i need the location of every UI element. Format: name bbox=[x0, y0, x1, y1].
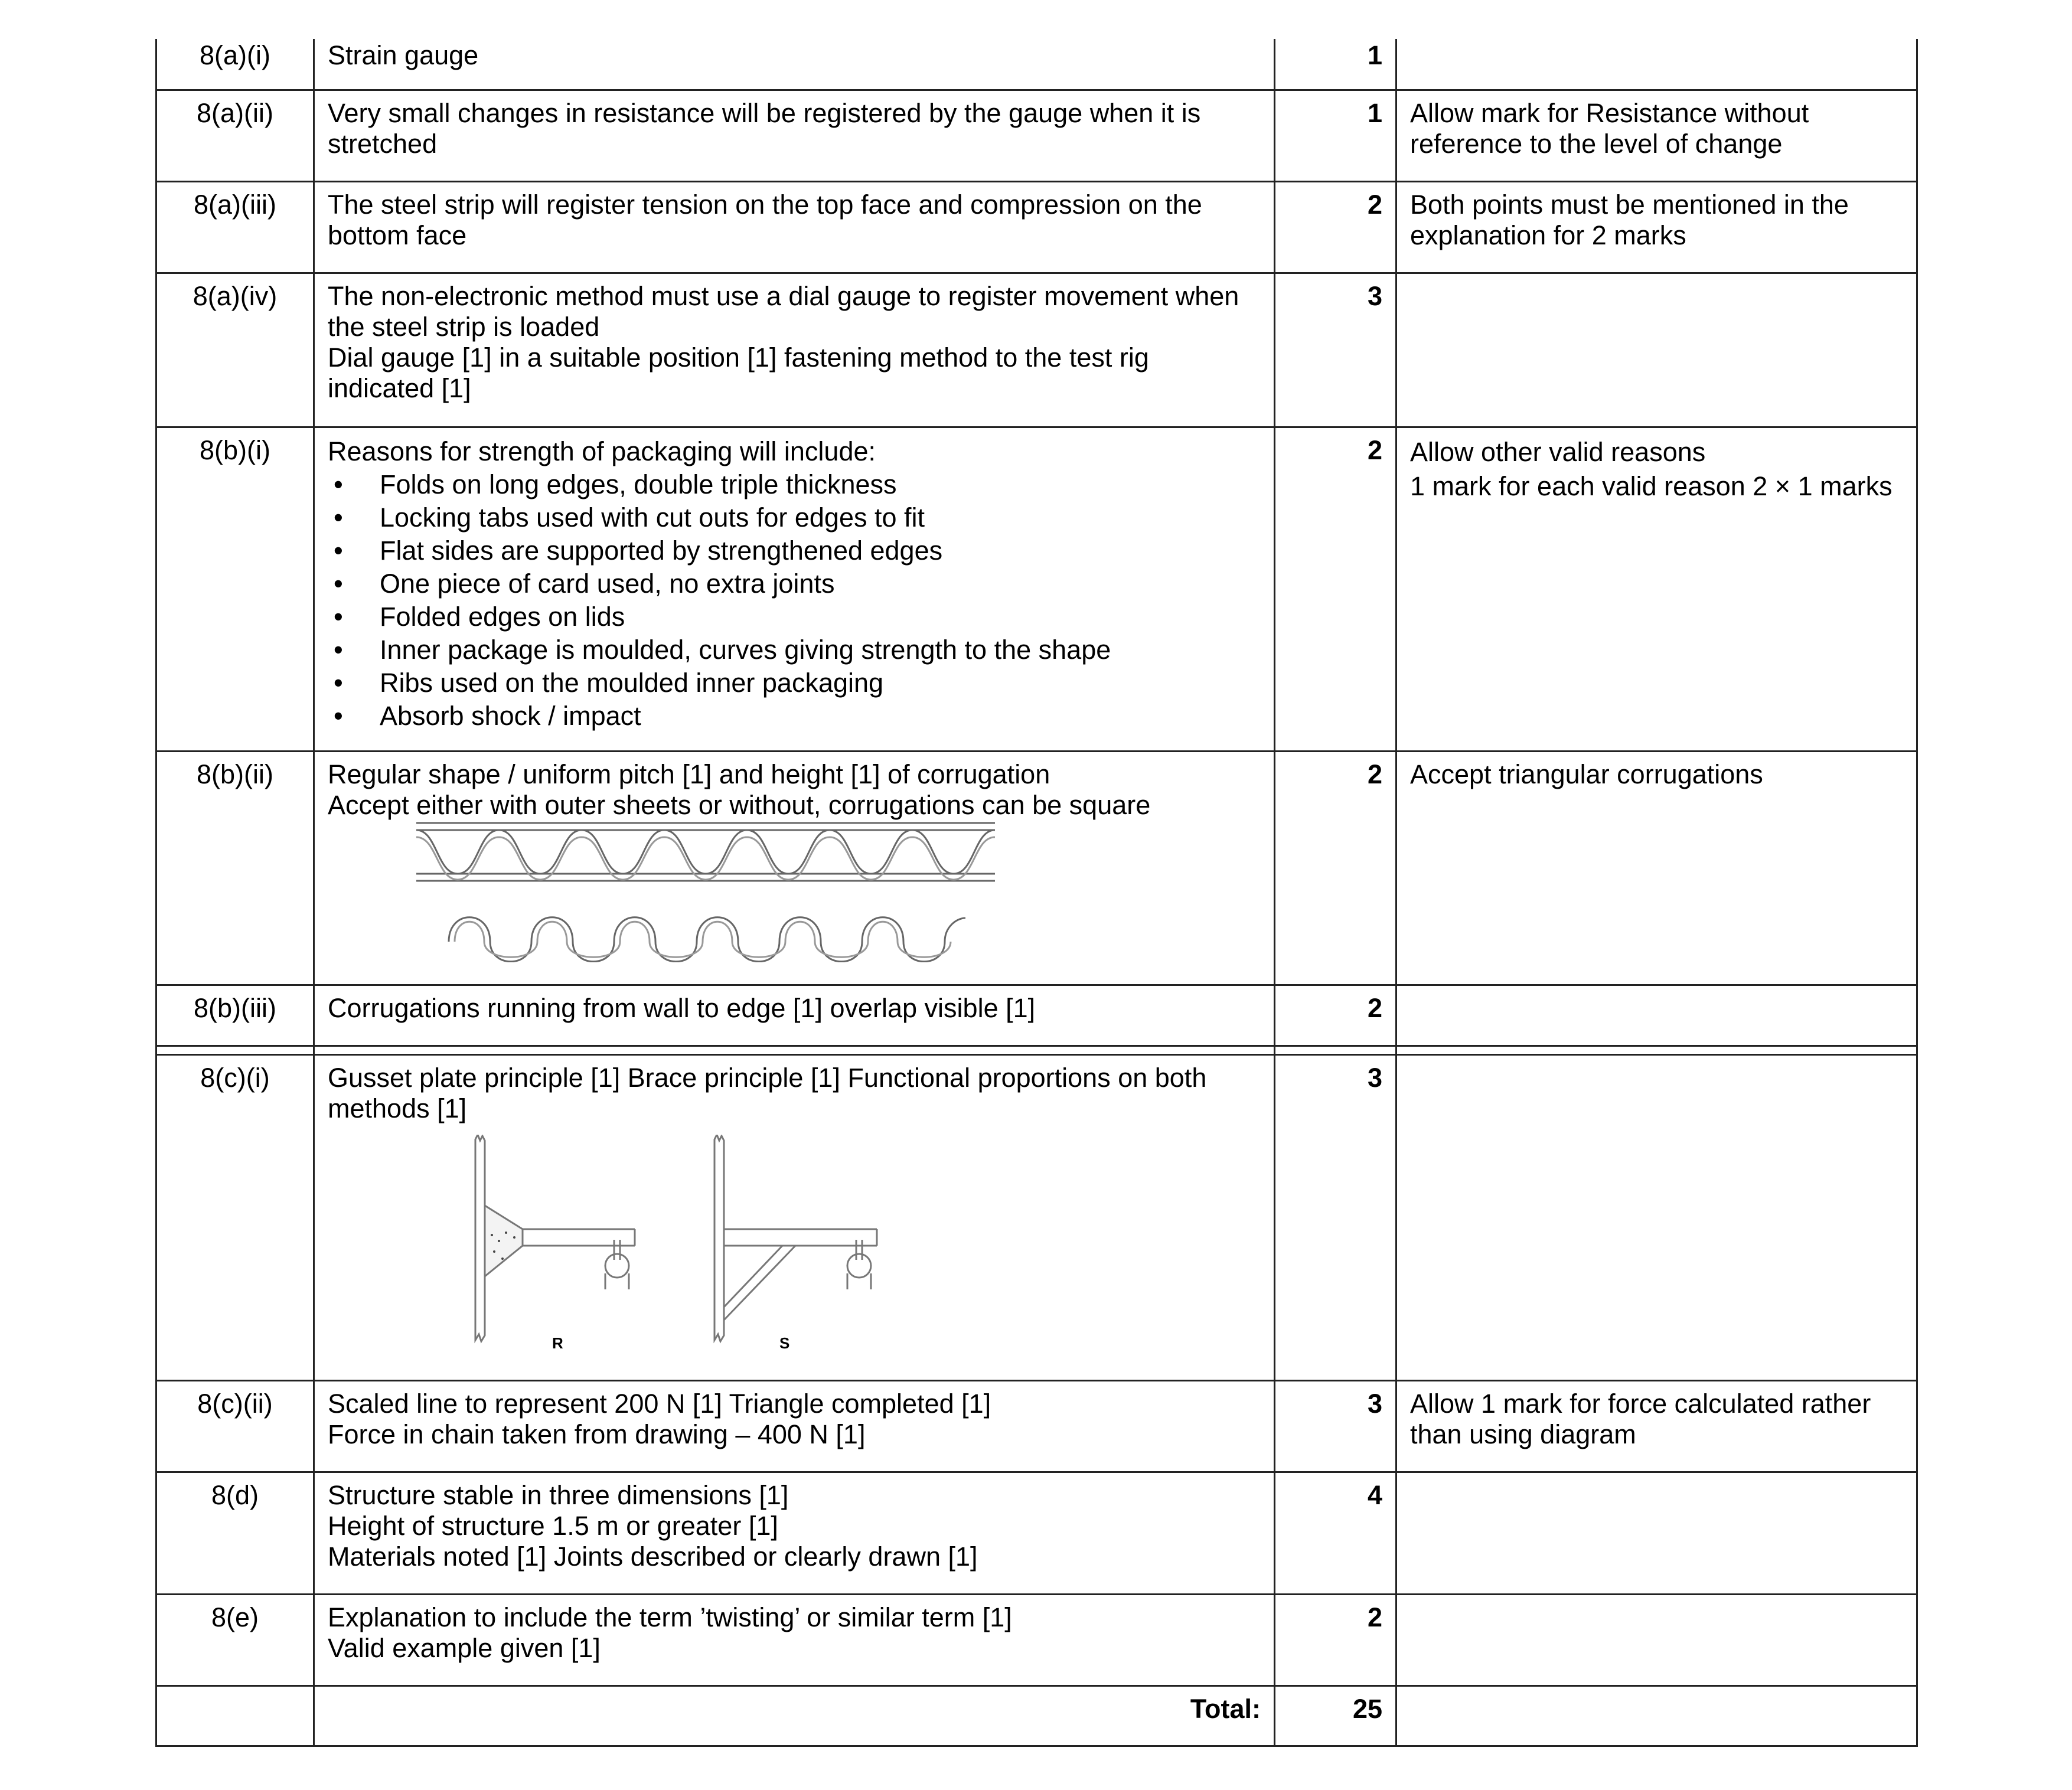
answer-cell bbox=[314, 751, 1275, 985]
answer-line: Structure stable in three dimensions [1] bbox=[328, 1479, 789, 1510]
answer-cell bbox=[314, 1380, 1275, 1472]
total-value-cell bbox=[1275, 1686, 1396, 1746]
guidance-line: Allow 1 mark for force calculated rather bbox=[1410, 1388, 1871, 1419]
marks-cell bbox=[1275, 273, 1396, 427]
answer-line: stretched bbox=[328, 128, 438, 159]
bullet-icon: • bbox=[334, 469, 343, 499]
question-number: 8(a)(ii) bbox=[197, 97, 273, 128]
marks-value: 3 bbox=[1367, 1062, 1382, 1093]
bullet-icon: • bbox=[334, 502, 343, 533]
question-cell bbox=[156, 985, 314, 1046]
bullet-text: Locking tabs used with cut outs for edges to fit bbox=[380, 502, 925, 533]
bracket-diagram bbox=[464, 1135, 995, 1359]
guidance-line: than using diagram bbox=[1410, 1419, 1636, 1449]
question-cell bbox=[156, 39, 314, 90]
guidance-cell bbox=[1396, 1380, 1917, 1472]
bullet-text: One piece of card used, no extra joints bbox=[380, 568, 835, 599]
guidance-line: explanation for 2 marks bbox=[1410, 220, 1686, 250]
bullet-icon: • bbox=[334, 700, 343, 731]
guidance-cell bbox=[1396, 181, 1917, 273]
question-number: 8(a)(iii) bbox=[194, 189, 276, 220]
answer-line: Accept either with outer sheets or without, corrugations can be square bbox=[328, 789, 1151, 820]
answer-line: The non-electronic method must use a dial gauge to register movement when bbox=[328, 280, 1239, 311]
question-cell bbox=[156, 1054, 314, 1380]
question-cell bbox=[156, 1472, 314, 1594]
guidance-cell bbox=[1396, 985, 1917, 1046]
marks-value: 3 bbox=[1367, 1388, 1382, 1419]
answer-cell bbox=[314, 1054, 1275, 1380]
corrugation-diagram bbox=[416, 821, 1007, 962]
answer-line: Gusset plate principle [1] Brace principle [1] Functional proportions on both bbox=[328, 1062, 1207, 1093]
answer-line: Valid example given [1] bbox=[328, 1632, 601, 1663]
answer-cell bbox=[314, 985, 1275, 1046]
answer-line: Corrugations running from wall to edge [1] overlap visible [1] bbox=[328, 992, 1036, 1023]
separator-cell bbox=[1396, 1046, 1917, 1054]
question-number: 8(a)(i) bbox=[200, 40, 270, 70]
question-number: 8(c)(i) bbox=[200, 1062, 270, 1093]
table-row bbox=[156, 90, 1917, 181]
answer-cell bbox=[314, 39, 1275, 90]
answer-cell bbox=[314, 181, 1275, 273]
marks-cell bbox=[1275, 1594, 1396, 1686]
marks-value: 3 bbox=[1367, 280, 1382, 311]
question-number: 8(b)(ii) bbox=[197, 759, 273, 789]
list-item bbox=[328, 567, 1261, 600]
figure-label-r: R bbox=[552, 1334, 563, 1352]
answer-line: the steel strip is loaded bbox=[328, 311, 600, 342]
bullet-icon: • bbox=[334, 634, 343, 665]
bullet-icon: • bbox=[334, 535, 343, 566]
answer-line: Strain gauge bbox=[328, 40, 479, 70]
answer-cell bbox=[314, 1594, 1275, 1686]
marks-cell bbox=[1275, 751, 1396, 985]
answer-line: The steel strip will register tension on the top face and compression on the bbox=[328, 189, 1202, 220]
question-number: 8(c)(ii) bbox=[197, 1388, 273, 1419]
list-item bbox=[328, 468, 1261, 501]
answer-cell bbox=[314, 427, 1275, 751]
answer-line: Very small changes in resistance will be registered by the gauge when it is bbox=[328, 97, 1201, 128]
question-number: 8(e) bbox=[211, 1602, 259, 1632]
guidance-cell bbox=[1396, 39, 1917, 90]
list-item bbox=[328, 700, 1261, 733]
guidance-cell bbox=[1396, 1472, 1917, 1594]
table-row bbox=[156, 39, 1917, 90]
marks-cell bbox=[1275, 985, 1396, 1046]
table-row bbox=[156, 1380, 1917, 1472]
question-number: 8(b)(i) bbox=[200, 435, 270, 465]
question-cell bbox=[156, 90, 314, 181]
guidance-line: Both points must be mentioned in the bbox=[1410, 189, 1849, 220]
bullet-text: Folded edges on lids bbox=[380, 601, 625, 632]
table-row bbox=[156, 985, 1917, 1046]
marks-value: 1 bbox=[1367, 40, 1382, 70]
answer-line: Materials noted [1] Joints described or clearly drawn [1] bbox=[328, 1541, 978, 1572]
marks-value: 2 bbox=[1367, 1602, 1382, 1632]
answer-line: Scaled line to represent 200 N [1] Triangle completed [1] bbox=[328, 1388, 991, 1419]
list-item bbox=[328, 633, 1261, 667]
guidance-cell bbox=[1396, 1686, 1917, 1746]
marks-cell bbox=[1275, 1472, 1396, 1594]
question-cell bbox=[156, 1686, 314, 1746]
question-cell bbox=[156, 427, 314, 751]
bullet-text: Flat sides are supported by strengthened edges bbox=[380, 535, 943, 566]
bullet-text: Folds on long edges, double triple thickness bbox=[380, 469, 897, 499]
question-number: 8(d) bbox=[211, 1479, 259, 1510]
guidance-cell bbox=[1396, 427, 1917, 751]
question-cell bbox=[156, 1380, 314, 1472]
marks-value: 2 bbox=[1367, 992, 1382, 1023]
row-separator bbox=[156, 1046, 1917, 1054]
total-label: Total: bbox=[1190, 1693, 1261, 1724]
marks-cell bbox=[1275, 90, 1396, 181]
answer-line: indicated [1] bbox=[328, 373, 471, 403]
answer-line: methods [1] bbox=[328, 1093, 467, 1123]
question-cell bbox=[156, 181, 314, 273]
total-row bbox=[156, 1686, 1917, 1746]
separator-cell bbox=[314, 1046, 1275, 1054]
table-row bbox=[156, 1594, 1917, 1686]
answer-line: Height of structure 1.5 m or greater [1] bbox=[328, 1510, 778, 1541]
mark-scheme-table bbox=[155, 39, 1918, 1747]
separator-cell bbox=[1275, 1046, 1396, 1054]
table-row bbox=[156, 1472, 1917, 1594]
guidance-line: 1 mark for each valid reason 2 × 1 marks bbox=[1410, 471, 1892, 501]
answer-line: Dial gauge [1] in a suitable position [1] fastening method to the test rig bbox=[328, 342, 1149, 373]
marks-value: 4 bbox=[1367, 1479, 1382, 1510]
marks-value: 2 bbox=[1367, 759, 1382, 789]
marks-value: 1 bbox=[1367, 97, 1382, 128]
guidance-line: Accept triangular corrugations bbox=[1410, 759, 1763, 789]
bullet-text: Inner package is moulded, curves giving strength to the shape bbox=[380, 634, 1111, 665]
table-row bbox=[156, 1054, 1917, 1380]
answer-line: Force in chain taken from drawing – 400 N [1] bbox=[328, 1419, 866, 1449]
separator-cell bbox=[156, 1046, 314, 1054]
question-number: 8(a)(iv) bbox=[192, 280, 278, 311]
guidance-line: reference to the level of change bbox=[1410, 128, 1783, 159]
answer-line: Regular shape / uniform pitch [1] and height [1] of corrugation bbox=[328, 759, 1050, 789]
total-value: 25 bbox=[1352, 1693, 1382, 1724]
marks-cell bbox=[1275, 181, 1396, 273]
guidance-cell bbox=[1396, 90, 1917, 181]
table-row bbox=[156, 181, 1917, 273]
answer-cell bbox=[314, 273, 1275, 427]
table-row bbox=[156, 273, 1917, 427]
marks-value: 2 bbox=[1367, 189, 1382, 220]
guidance-cell bbox=[1396, 1594, 1917, 1686]
question-cell bbox=[156, 751, 314, 985]
figure-label-s: S bbox=[779, 1334, 790, 1352]
answer-cell bbox=[314, 1472, 1275, 1594]
answer-cell bbox=[314, 90, 1275, 181]
marks-value: 2 bbox=[1367, 435, 1382, 465]
question-number: 8(b)(iii) bbox=[194, 992, 276, 1023]
answer-line: Explanation to include the term ’twisting’ or similar term [1] bbox=[328, 1602, 1012, 1632]
total-label-cell bbox=[314, 1686, 1275, 1746]
table-row bbox=[156, 751, 1917, 985]
answer-line: bottom face bbox=[328, 220, 467, 250]
bullet-icon: • bbox=[334, 667, 343, 698]
guidance-cell bbox=[1396, 273, 1917, 427]
table-row bbox=[156, 427, 1917, 751]
marks-cell bbox=[1275, 1054, 1396, 1380]
guidance-line: Allow other valid reasons bbox=[1410, 436, 1706, 467]
list-item bbox=[328, 600, 1261, 633]
list-item bbox=[328, 534, 1261, 567]
question-cell bbox=[156, 273, 314, 427]
bullet-icon: • bbox=[334, 601, 343, 632]
list-item bbox=[328, 667, 1261, 700]
marks-cell bbox=[1275, 1380, 1396, 1472]
bullet-text: Ribs used on the moulded inner packaging bbox=[380, 667, 884, 698]
question-cell bbox=[156, 1594, 314, 1686]
bullet-icon: • bbox=[334, 568, 343, 599]
marks-cell bbox=[1275, 427, 1396, 751]
list-item bbox=[328, 501, 1261, 534]
marks-cell bbox=[1275, 39, 1396, 90]
guidance-cell bbox=[1396, 1054, 1917, 1380]
bullet-text: Absorb shock / impact bbox=[380, 700, 641, 731]
guidance-line: Allow mark for Resistance without bbox=[1410, 97, 1809, 128]
answer-intro: Reasons for strength of packaging will include: bbox=[328, 436, 876, 466]
guidance-cell bbox=[1396, 751, 1917, 985]
